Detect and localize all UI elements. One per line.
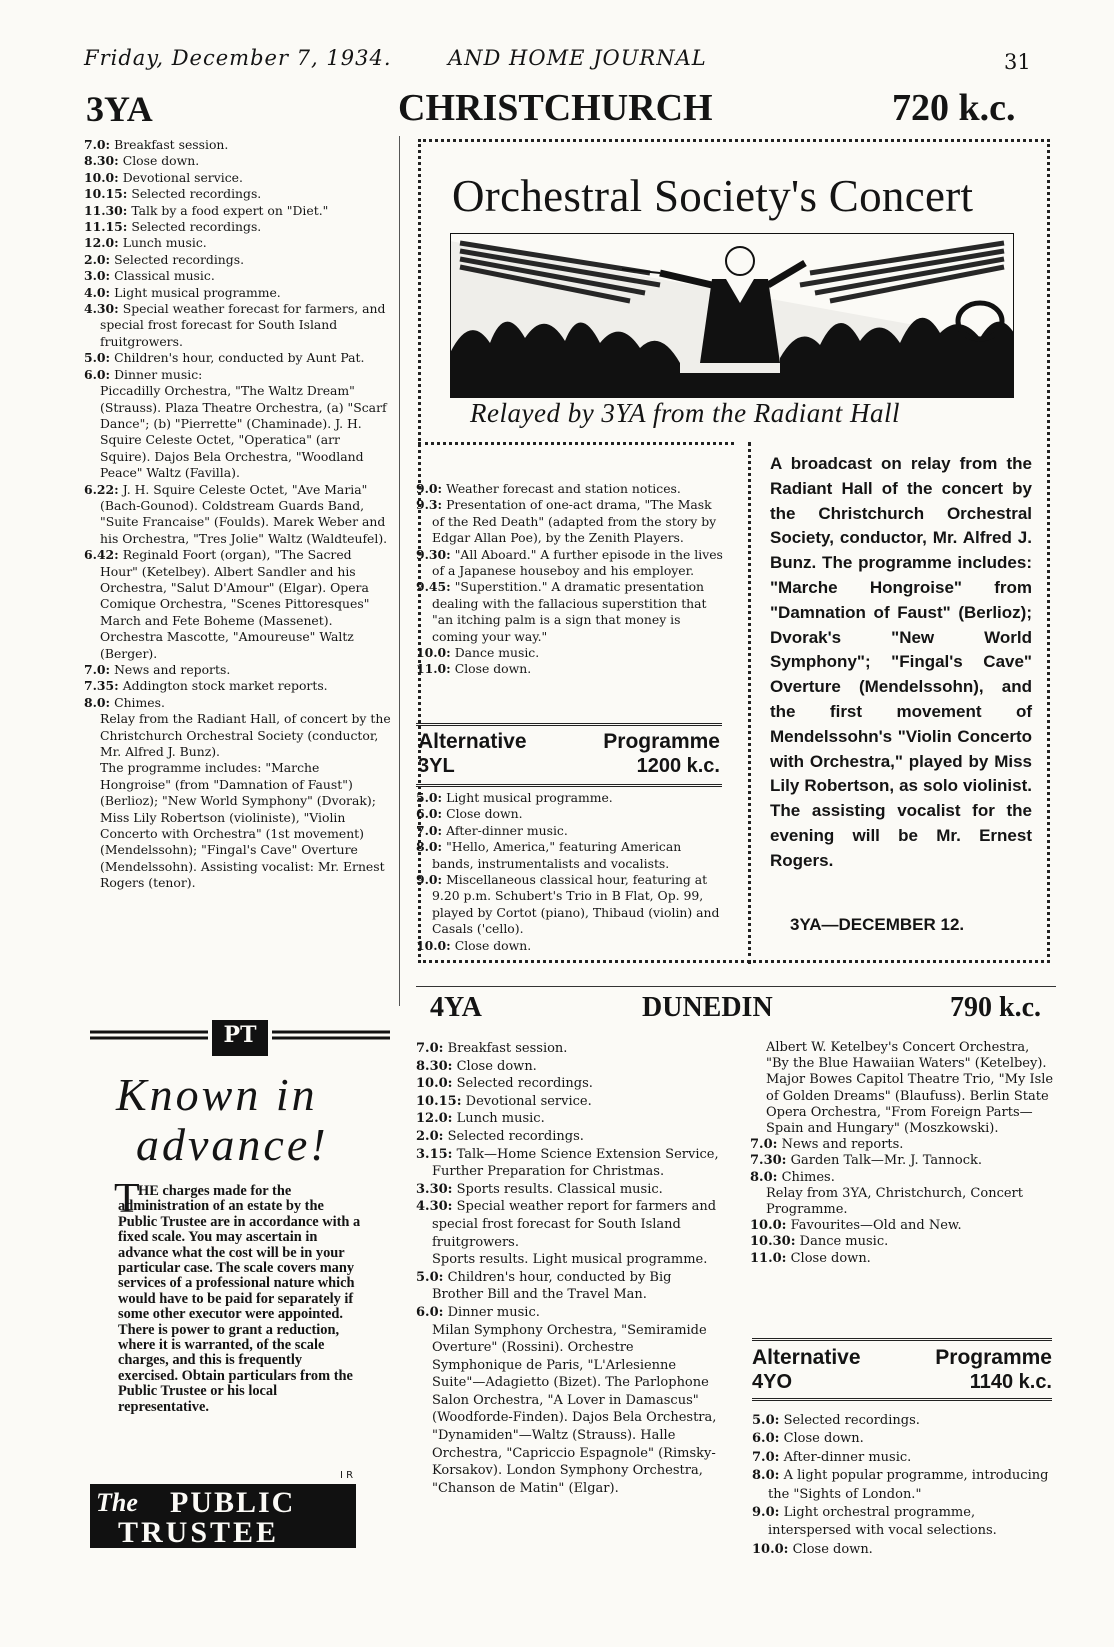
schedule-text: Chimes.	[114, 694, 165, 710]
schedule-text: Light musical programme.	[446, 790, 613, 805]
schedule-text: Dance music.	[799, 1234, 889, 1250]
station-call-4ya: 4YA	[430, 992, 482, 1023]
schedule-time: 5.0:	[416, 1269, 444, 1285]
concert-ad-footer: 3YA—DECEMBER 12.	[790, 915, 965, 934]
schedule-item	[416, 1128, 722, 1146]
schedule-time: 12.0:	[84, 235, 119, 251]
schedule-time: 6.22:	[84, 481, 119, 497]
schedule-time: 2.0:	[84, 251, 111, 267]
schedule-item	[416, 1251, 722, 1269]
schedule-time: 7.30:	[750, 1153, 787, 1169]
alt-3yl-freq: 1200 k.c.	[636, 755, 720, 777]
alt-3yl-call: 3YL	[418, 755, 455, 777]
schedule-text: After-dinner music.	[783, 1449, 912, 1465]
schedule-item	[416, 1269, 722, 1304]
schedule-item	[416, 1198, 722, 1251]
schedule-item	[84, 203, 392, 219]
alt-4yo-label-right: Programme	[935, 1346, 1052, 1369]
schedule-text: J. H. Squire Celeste Octet, "Ave Maria" (Bach-Gounod). Coldstream Guards Band, "Suite Francaise" (Foulds). Marek Weber and his Orchestra, "Tres Jolie" Waltz (Waldteufel).	[100, 481, 388, 546]
schedule-item	[750, 1170, 1054, 1186]
schedule-time: 3.0:	[84, 268, 111, 284]
schedule-text: Selected recordings.	[131, 186, 262, 202]
alt-3yl-label: Alternative	[418, 730, 527, 753]
schedule-text: Breakfast session.	[114, 137, 229, 152]
schedule-text: Presentation of one-act drama, "The Mask of the Red Death" (adapted from the story by Edgar Allan Poe), by the Zenith Players.	[432, 497, 717, 546]
schedule-text: Selected recordings.	[783, 1413, 920, 1428]
schedule-time: 4.30:	[84, 301, 119, 317]
schedule-item	[416, 661, 724, 677]
schedule-text: Piccadilly Orchestra, "The Waltz Dream" (Strauss). Plaza Theatre Orchestra, (a) "Scarf Dance"; (b) "Pierrette" (Chaminade). J. H. Squire Celeste Octet, "Operatica" (arr Squire). Dajos Bela Orchestra, "Woodland Peace" Waltz (Favilla).	[100, 383, 387, 481]
schedule-3ya-left	[84, 137, 392, 892]
schedule-text: Light orchestral programme, interspersed with vocal selections.	[768, 1505, 997, 1539]
schedule-text: Sports results. Light musical programme.	[432, 1252, 708, 1268]
schedule-time: 10.0:	[84, 169, 119, 185]
schedule-item	[416, 823, 724, 839]
schedule-text: Weather forecast and station notices.	[446, 481, 681, 496]
schedule-text: Lunch music.	[456, 1111, 545, 1127]
concert-ad-caption: Relayed by 3YA from the Radiant Hall	[470, 398, 901, 428]
alt-4yo-rule	[752, 1338, 1052, 1341]
schedule-text: Special weather report for farmers and special frost forecast for South Island fruitgrowers.	[432, 1199, 717, 1250]
schedule-item	[416, 1304, 722, 1322]
schedule-time: 8.0:	[752, 1468, 780, 1484]
orchestra-illustration	[450, 233, 1014, 398]
station-freq-3ya: 720 k.c.	[892, 87, 1016, 129]
pt-monogram-icon: PT	[223, 1022, 257, 1048]
dunedin-top-rule	[416, 986, 1056, 987]
pt-logo	[90, 1484, 356, 1548]
schedule-text: Chimes.	[781, 1169, 835, 1185]
schedule-item	[84, 186, 392, 202]
schedule-item	[416, 1181, 722, 1199]
schedule-item	[84, 153, 392, 169]
schedule-item	[84, 235, 392, 251]
schedule-text: Devotional service.	[465, 1093, 592, 1109]
ad-inner-divider	[748, 442, 751, 964]
schedule-item	[750, 1137, 1054, 1153]
pt-logo-trustee: TRUSTEE	[118, 1516, 280, 1549]
schedule-item	[416, 1040, 722, 1058]
schedule-text: Sports results. Classical music.	[456, 1181, 663, 1197]
schedule-time: 5.0:	[84, 350, 111, 366]
schedule-item	[416, 872, 724, 938]
station-city-dunedin: DUNEDIN	[642, 992, 773, 1023]
caption-divider	[418, 442, 734, 445]
schedule-text: Talk by a food expert on "Diet."	[131, 202, 329, 218]
schedule-time: 7.0:	[750, 1137, 778, 1153]
schedule-item	[416, 547, 724, 580]
column-divider	[399, 136, 400, 1006]
schedule-4ya-right	[750, 1040, 1054, 1267]
schedule-time: 9.3:	[416, 497, 443, 513]
schedule-item	[416, 1058, 722, 1076]
pt-logo-the: The	[96, 1488, 138, 1517]
schedule-text: Dinner music:	[114, 366, 203, 382]
schedule-time: 7.0:	[752, 1449, 780, 1465]
schedule-item	[84, 285, 392, 301]
schedule-text: Dance music.	[454, 645, 540, 661]
concert-ad-body: A broadcast on relay from the Radiant Hall of the concert by the Christchurch Orchestral Society, conductor, Mr. Alfred J. Bunz. The programme includes: "Marche Hongroise" from "Damnation of Faust" (Berlioz); Dvorak's "New World Symphony"; "Fingal's Cave" Overture (Mendelssohn), and the first movement of Mendelssohn's "Violin Concerto with Orchestra," played by Miss Lily Robertson, as solo violinist. The assisting vocalist for the evening will be Mr. Ernest Rogers.	[770, 454, 1032, 870]
schedule-time: 3.15:	[416, 1146, 453, 1162]
schedule-item	[752, 1430, 1052, 1448]
schedule-text: Addington stock market reports.	[122, 678, 328, 694]
schedule-text: Albert W. Ketelbey's Concert Orchestra, "By the Blue Hawaiian Waters" (Ketelbey). Major Bowes Capitol Theatre Trio, "My Isle of Golden Dreams" (Blaufuss). Berlin State Opera Orchestra, "From Foreign Parts—Spain and Hungary" (Moszkowski).	[766, 1040, 1054, 1137]
schedule-item	[416, 1146, 722, 1181]
schedule-time: 9.45:	[416, 579, 451, 595]
schedule-time: 10.30:	[750, 1234, 796, 1250]
schedule-item	[84, 252, 392, 268]
schedule-time: 10.0:	[750, 1218, 787, 1234]
alt-4yo-label: Alternative	[752, 1346, 861, 1369]
schedule-time: 11.15:	[84, 219, 128, 235]
journal-name: AND HOME JOURNAL	[448, 46, 707, 70]
schedule-time: 7.0:	[416, 1041, 444, 1056]
schedule-text: Close down.	[783, 1431, 864, 1447]
schedule-item	[84, 547, 392, 662]
schedule-text: Close down.	[790, 1250, 871, 1266]
schedule-item	[84, 482, 392, 548]
schedule-text: Close down.	[454, 937, 532, 953]
alt-3yl-label-right: Programme	[603, 730, 720, 753]
schedule-time: 9.30:	[416, 546, 451, 562]
schedule-item	[416, 806, 724, 822]
schedule-text: Milan Symphony Orchestra, "Semiramide Overture" (Rossini). Orchestre Symphonique de Paris, "L'Arlesienne Suite"—Adagietto (Bizet). The Parlophone Salon Orchestra, "A Lover in Damascus" (Woodforde-Finden). Dajos Bela Orchestra, "Dynamiden"—Waltz (Strauss). Halle Orchestra, "Capriccio Espagnole" (Rimsky-Korsakov). London Symphony Orchestra, "Chanson de Matin" (Elgar).	[432, 1322, 717, 1496]
schedule-time: 8.0:	[750, 1169, 778, 1185]
schedule-item	[84, 137, 392, 153]
schedule-text: Selected recordings.	[114, 251, 245, 267]
schedule-item	[752, 1467, 1052, 1504]
schedule-item	[750, 1234, 1054, 1250]
pt-headline-1: Known in	[116, 1069, 318, 1120]
alt-3yl-rule-bottom	[416, 784, 722, 787]
schedule-time: 7.0:	[84, 137, 111, 152]
schedule-text: Close down.	[446, 806, 523, 822]
schedule-text: "All Aboard." A further episode in the lives of a Japanese houseboy and his employer.	[432, 546, 723, 579]
pt-body: HE charges made for the administration of an estate by the Public Trustee are in accordance with a fixed scale. You may ascertain in advance what the cost will be in your particular case. The scale covers many services of a professional nature which would have to be paid for separately if some other executor were appointed. There is power to grant a reduction, where it is warranted, of the scale charges, and this is frequently exercised. Obtain particulars from the Public Trustee or his local representative.	[118, 1183, 361, 1415]
station-freq-4ya: 790 k.c.	[950, 992, 1041, 1023]
schedule-time: 8.30:	[84, 153, 119, 169]
schedule-text: Children's hour, conducted by Aunt Pat.	[114, 350, 365, 366]
schedule-text: Close down.	[456, 1058, 537, 1074]
schedule-time: 6.0:	[84, 366, 111, 382]
schedule-item	[750, 1251, 1054, 1267]
schedule-item	[84, 350, 392, 366]
schedule-time: 11.30:	[84, 202, 128, 218]
alt-4yo-heading	[752, 1346, 1052, 1394]
schedule-time: 9.0:	[752, 1505, 780, 1521]
schedule-time: 12.0:	[416, 1111, 453, 1127]
concert-ad-title: Orchestral Society's Concert	[452, 171, 974, 221]
schedule-time: 6.42:	[84, 547, 119, 563]
page-date: Friday, December 7, 1934.	[84, 46, 392, 70]
schedule-time: 7.0:	[416, 822, 443, 838]
schedule-time: 5.0:	[752, 1413, 780, 1428]
schedule-4ya-left	[416, 1040, 722, 1497]
schedule-text: Selected recordings.	[131, 219, 262, 235]
schedule-time: 6.0:	[416, 1304, 444, 1320]
schedule-item	[416, 645, 724, 661]
schedule-item	[84, 678, 392, 694]
schedule-item	[416, 1075, 722, 1093]
schedule-text: Classical music.	[114, 268, 215, 284]
schedule-text: Relay from the Radiant Hall, of concert by the Christchurch Orchestral Society (conductor, Mr. Alfred J. Bunz).	[100, 711, 391, 760]
schedule-time: 10.0:	[752, 1541, 789, 1557]
schedule-time: 11.0:	[416, 661, 451, 677]
schedule-text: News and reports.	[114, 662, 231, 677]
schedule-item	[84, 268, 392, 284]
pt-dropcap: T	[114, 1176, 140, 1222]
alt-4yo-call: 4YO	[752, 1371, 793, 1393]
schedule-item	[84, 301, 392, 350]
schedule-time: 5.0:	[416, 790, 443, 805]
schedule-text: Selected recordings.	[456, 1076, 593, 1092]
schedule-time: 10.0:	[416, 1076, 453, 1092]
schedule-item	[752, 1412, 1052, 1430]
pt-logo-public: PUBLIC	[170, 1486, 296, 1519]
schedule-text: Devotional service.	[122, 169, 243, 185]
alt-3yl-rule	[416, 723, 722, 726]
schedule-item	[84, 711, 392, 760]
schedule-text: Reginald Foort (organ), "The Sacred Hour" (Ketelbey). Albert Sandler and his Orchestra, "Salut D'Amour" (Elgar). Opera Comique Orchestra, "Scenes Pittoresques" March and Fete Boheme (Massenet). Orchestra Mascotte, "Amoureuse" Waltz (Berger).	[100, 547, 370, 661]
schedule-item	[750, 1040, 1054, 1137]
schedule-text: Garden Talk—Mr. J. Tannock.	[790, 1153, 983, 1169]
schedule-3yl	[416, 790, 724, 954]
schedule-time: 8.0:	[84, 694, 111, 710]
page-number: 31	[1004, 50, 1031, 74]
schedule-time: 7.0:	[84, 662, 111, 677]
alt-4yo-rule-bottom	[752, 1398, 1052, 1401]
schedule-item	[416, 497, 724, 546]
schedule-time: 10.15:	[416, 1093, 462, 1109]
schedule-text: Special weather forecast for farmers, and special frost forecast for South Island fruitgrowers.	[100, 301, 386, 349]
schedule-item	[752, 1449, 1052, 1467]
schedule-item	[416, 839, 724, 872]
schedule-time: 9.0:	[416, 481, 443, 496]
schedule-item	[752, 1541, 1052, 1559]
alt-4yo-freq: 1140 k.c.	[969, 1371, 1052, 1393]
schedule-item	[84, 383, 392, 481]
schedule-item	[416, 1322, 722, 1498]
schedule-item	[416, 481, 724, 497]
schedule-time: 7.35:	[84, 678, 119, 694]
schedule-text: "Superstition." A dramatic presentation dealing with the fallacious superstition that "an itching palm is a sign that money is coming your way."	[432, 579, 707, 644]
pt-tag: I R	[340, 1470, 354, 1481]
schedule-text: Close down.	[122, 153, 200, 169]
schedule-item	[84, 760, 392, 891]
schedule-item	[84, 695, 392, 711]
schedule-text: News and reports.	[781, 1137, 904, 1153]
schedule-text: A light popular programme, introducing the "Sights of London."	[768, 1468, 1049, 1502]
schedule-text: Miscellaneous classical hour, featuring at 9.20 p.m. Schubert's Trio in B Flat, Op. 99, played by Cortot (piano), Thibaud (violin) and Casals ('cello).	[432, 872, 720, 937]
schedule-text: Talk—Home Science Extension Service, Further Preparation for Christmas.	[432, 1146, 719, 1180]
schedule-item	[752, 1504, 1052, 1541]
schedule-time: 8.30:	[416, 1058, 453, 1074]
schedule-text: Relay from 3YA, Christchurch, Concert Programme.	[766, 1185, 1023, 1218]
schedule-item	[416, 790, 724, 806]
schedule-time: 10.0:	[416, 645, 451, 661]
schedule-text: Children's hour, conducted by Big Brother Bill and the Travel Man.	[432, 1269, 672, 1303]
public-trustee-ad	[90, 1010, 390, 1550]
schedule-text: After-dinner music.	[446, 822, 568, 838]
schedule-item	[416, 938, 724, 954]
schedule-item	[84, 219, 392, 235]
schedule-4yo	[752, 1412, 1052, 1559]
schedule-item	[84, 170, 392, 186]
schedule-item	[84, 662, 392, 678]
alt-3yl-heading	[418, 730, 720, 778]
schedule-text: Lunch music.	[122, 235, 207, 251]
schedule-text: Selected recordings.	[447, 1128, 584, 1144]
schedule-text: "Hello, America," featuring American bands, instrumentalists and vocalists.	[432, 839, 682, 871]
schedule-time: 10.0:	[416, 937, 451, 953]
schedule-text: The programme includes: "Marche Hongroise" (from "Damnation of Faust") (Berlioz); "New World Symphony" (Dvorak); Miss Lily Robertson (violiniste), "Violin Concerto with Orchestra" (1st movement) (Mendelssohn); "Fingal's Cave" Overture (Mendelssohn). Assisting vocalist: Mr. Ernest Rogers (tenor).	[100, 760, 385, 891]
schedule-time: 9.0:	[416, 872, 443, 888]
schedule-text: Light musical programme.	[114, 284, 281, 300]
station-call-3ya: 3YA	[86, 89, 153, 129]
schedule-text: Dinner music.	[447, 1304, 540, 1320]
schedule-item	[750, 1186, 1054, 1218]
schedule-time: 10.15:	[84, 186, 128, 202]
schedule-item	[750, 1218, 1054, 1234]
schedule-text: Close down.	[454, 661, 532, 677]
schedule-item	[750, 1153, 1054, 1169]
schedule-time: 4.30:	[416, 1199, 453, 1215]
schedule-text: Close down.	[792, 1541, 873, 1557]
schedule-time: 4.0:	[84, 284, 111, 300]
schedule-time: 8.0:	[416, 839, 443, 855]
schedule-time: 6.0:	[752, 1431, 780, 1447]
pt-headline-2: advance!	[136, 1119, 329, 1170]
schedule-item	[416, 579, 724, 645]
schedule-time: 3.30:	[416, 1181, 453, 1197]
schedule-time: 11.0:	[750, 1250, 787, 1266]
schedule-item	[416, 1110, 722, 1128]
schedule-item	[416, 1093, 722, 1111]
schedule-item	[84, 367, 392, 383]
schedule-time: 2.0:	[416, 1128, 444, 1144]
schedule-3ya-evening	[416, 481, 724, 678]
schedule-text: Favourites—Old and New.	[790, 1218, 962, 1234]
schedule-text: Breakfast session.	[447, 1041, 568, 1056]
station-city-christchurch: CHRISTCHURCH	[398, 87, 713, 129]
schedule-time: 6.0:	[416, 806, 443, 822]
